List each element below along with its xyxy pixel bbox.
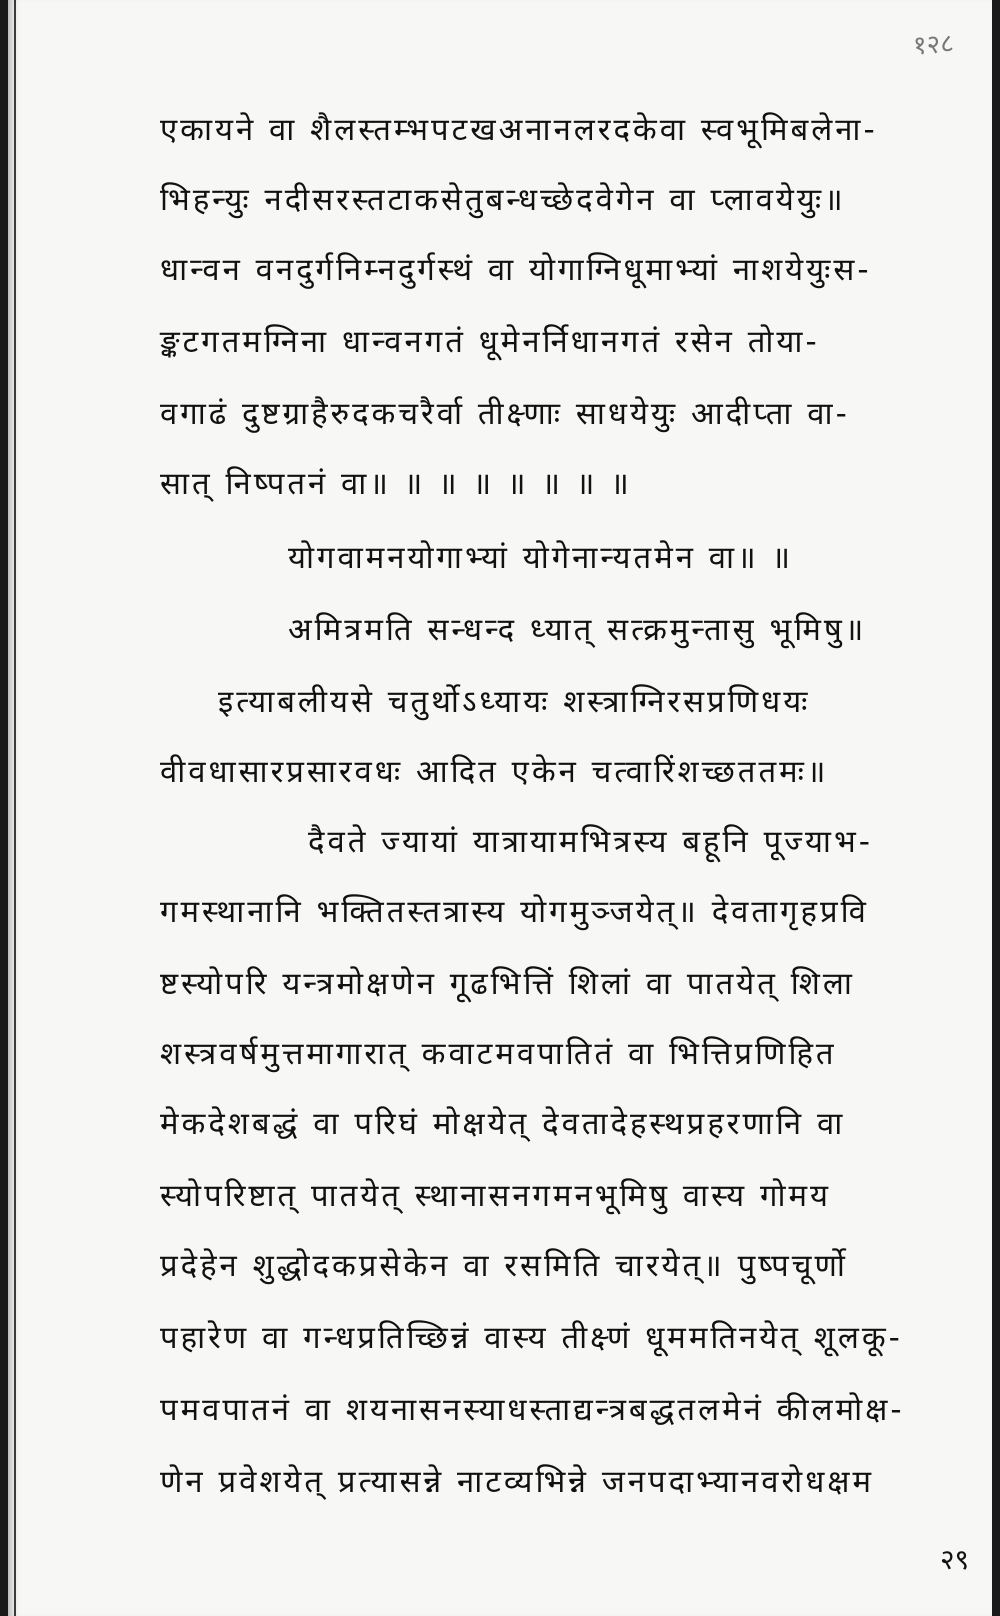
text-line: स्योपरिष्टात् पातयेत् स्थानासनगमनभूमिषु वास्य गोमय (160, 1178, 832, 1214)
text-line: इत्याबलीयसे चतुर्थोऽध्यायः शस्त्राग्निरसप्रणिधयः (218, 684, 811, 720)
text-line: धान्वन वनदुर्गनिम्नदुर्गस्थं वा योगाग्निधूमाभ्यां नाशयेयुःस- (160, 252, 872, 288)
text-line: णेन प्रवेशयेत् प्रत्यासन्ने नाटव्यभिन्ने जनपदाभ्यानवरोधक्षम (160, 1464, 875, 1500)
text-line: वीवधासारप्रसारवधः आदित एकेन चत्वारिंशच्छततमः॥ (160, 754, 829, 790)
text-line: ष्टस्योपरि यन्त्रमोक्षणेन गूढभित्तिं शिलां वा पातयेत् शिला (160, 966, 855, 1002)
manuscript-text-block (8, 0, 992, 1616)
manuscript-page (8, 0, 992, 1616)
text-line: गमस्थानानि भक्तितस्तत्रास्य योगमुञ्जयेत्॥ देवतागृहप्रवि (160, 894, 869, 930)
text-line: ङ्कटगतमग्निना धान्वनगतं धूमेनर्निधानगतं रसेन तोया- (160, 324, 820, 360)
text-line: भिहन्युः नदीसरस्तटाकसेतुबन्धच्छेदवेगेन वा प्लावयेयुः॥ (160, 182, 846, 218)
text-line: एकायने वा शैलस्तम्भपटखअनानलरदकेवा स्वभूमिबलेना- (160, 112, 878, 148)
text-line: पहारेण वा गन्धप्रतिच्छिन्नं वास्य तीक्ष्णं धूममतिनयेत् शूलकू- (160, 1320, 903, 1356)
text-line: मेकदेशबद्धं वा परिघं मोक्षयेत् देवतादेहस्थप्रहरणानि वा (160, 1106, 846, 1142)
text-line: योगवामनयोगाभ्यां योगेनान्यतमेन वा॥ ॥ (288, 540, 794, 576)
page-number: २९ (940, 1543, 970, 1576)
text-line: प्रदेहेन शुद्धोदकप्रसेकेन वा रसमिति चारयेत्॥ पुष्पचूर्णो (160, 1248, 848, 1284)
text-line: शस्त्रवर्षमुत्तमागारात् कवाटमवपातितं वा भित्तिप्रणिहित (160, 1036, 837, 1072)
text-line: दैवते ज्यायां यात्रायामभित्रस्य बहूनि पूज्याभ- (308, 824, 873, 860)
text-line: सात् निष्पतनं वा॥ ॥ ॥ ॥ ॥ ॥ ॥ ॥ (160, 466, 632, 502)
text-line: अमित्रमति सन्धन्द ध्यात् सत्क्रमुन्तासु भूमिषु॥ (288, 612, 867, 648)
corner-folio-note: १२८ (912, 28, 955, 62)
text-line: पमवपातनं वा शयनासनस्याधस्ताद्यन्त्रबद्धतलमेनं कीलमोक्ष- (160, 1392, 905, 1428)
text-line: वगाढं दुष्टग्राहैरुदकचरैर्वा तीक्ष्णाः साधयेयुः आदीप्ता वा- (160, 396, 850, 432)
